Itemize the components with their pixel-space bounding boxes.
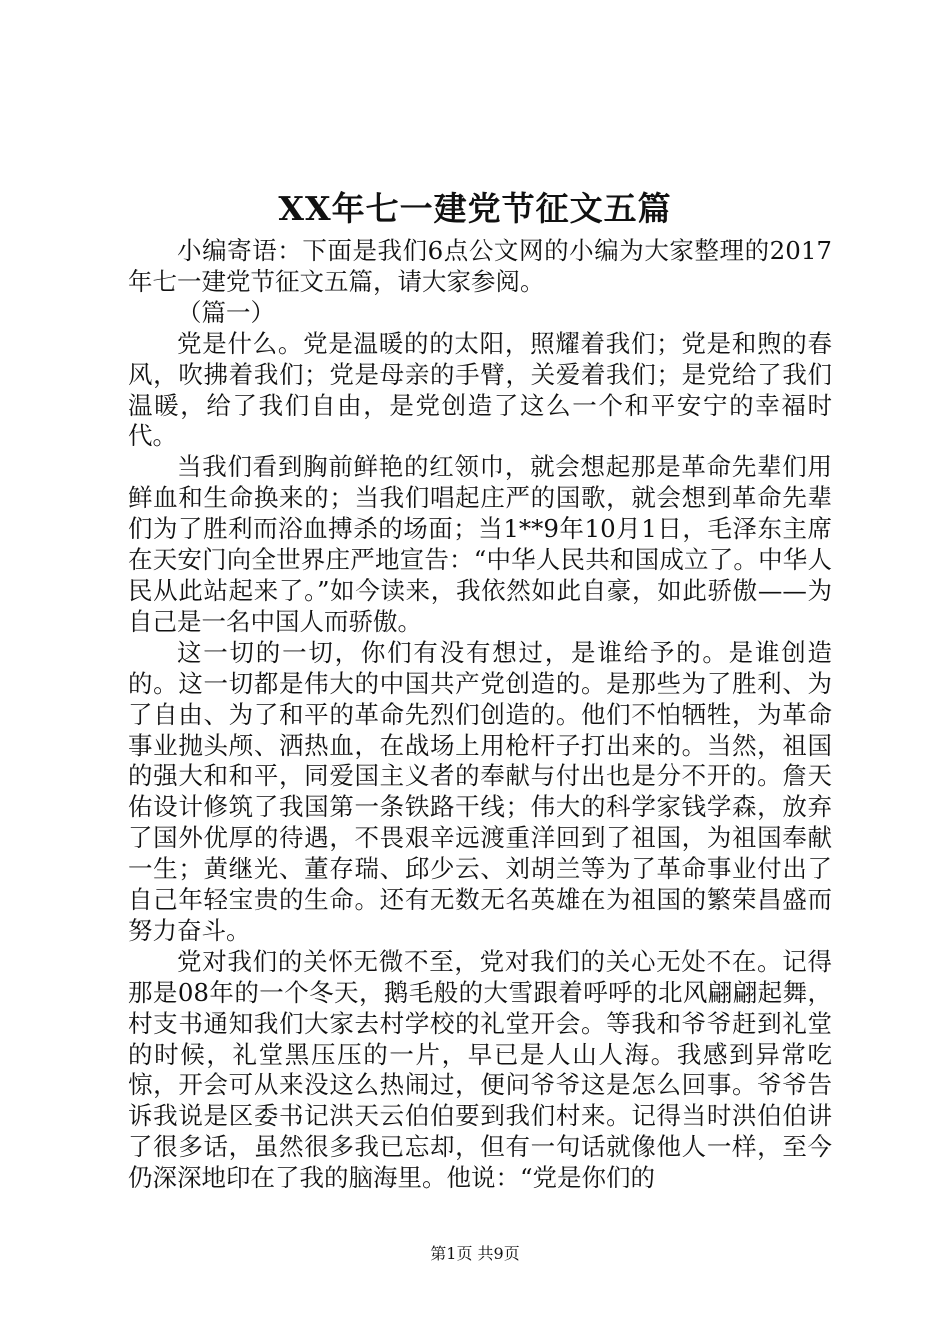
paragraph: 党是什么。党是温暖的的太阳，照耀着我们；党是和煦的春风，吹拂着我们；党是母亲的手臂，关爱着我们；是党给了我们温暖，给了我们自由，是党创造了这么一个和平安宁的幸福时代。 bbox=[128, 328, 832, 451]
paragraph-intro: 小编寄语：下面是我们6点公文网的小编为大家整理的2017年七一建党节征文五篇，请大家参阅。 bbox=[128, 236, 832, 296]
paragraph: 党对我们的关怀无微不至，党对我们的关心无处不在。记得那是08年的一个冬天，鹅毛般的大雪跟着呼呼的北风翩翩起舞，村支书通知我们大家去村学校的礼堂开会。等我和爷爷赶到礼堂的时候，礼堂黑压压的一片，早已是人山人海。我感到异常吃惊，开会可从来没这么热闹过，便问爷爷这是怎么回事。爷爷告诉我说是区委书记洪天云伯伯要到我们村来。记得当时洪伯伯讲了很多话，虽然很多我已忘却，但有一句话就像他人一样，至今仍深深地印在了我的脑海里。他说：“党是你们的 bbox=[128, 946, 832, 1193]
paragraph: 这一切的一切，你们有没有想过，是谁给予的。是谁创造的。这一切都是伟大的中国共产党创造的。是那些为了胜利、为了自由、为了和平的革命先烈们创造的。他们不怕牺牲，为革命事业抛头颅、洒热血，在战场上用枪杆子打出来的。当然，祖国的强大和和平，同爱国主义者的奉献与付出也是分不开的。詹天佑设计修筑了我国第一条铁路干线；伟大的科学家钱学森，放弃了国外优厚的待遇，不畏艰辛远渡重洋回到了祖国，为祖国奉献一生；黄继光、董存瑞、邱少云、刘胡兰等为了革命事业付出了自己年轻宝贵的生命。还有无数无名英雄在为祖国的繁荣昌盛而努力奋斗。 bbox=[128, 637, 832, 945]
document-body bbox=[128, 236, 832, 1194]
section-heading: （篇一） bbox=[177, 297, 275, 327]
document-title: XX年七一建党节征文五篇 bbox=[278, 189, 672, 228]
paragraph: 当我们看到胸前鲜艳的红领巾，就会想起那是革命先辈们用鲜血和生命换来的；当我们唱起庄严的国歌，就会想到革命先辈们为了胜利而浴血搏杀的场面；当1**9年10月1日，毛泽东主席在天安门向全世界庄严地宣告：“中华人民共和国成立了。中华人民从此站起来了。”如今读来，我依然如此自豪，如此骄傲——为自己是一名中国人而骄傲。 bbox=[128, 452, 832, 636]
page-footer: 第1页 共9页 bbox=[430, 1244, 520, 1263]
